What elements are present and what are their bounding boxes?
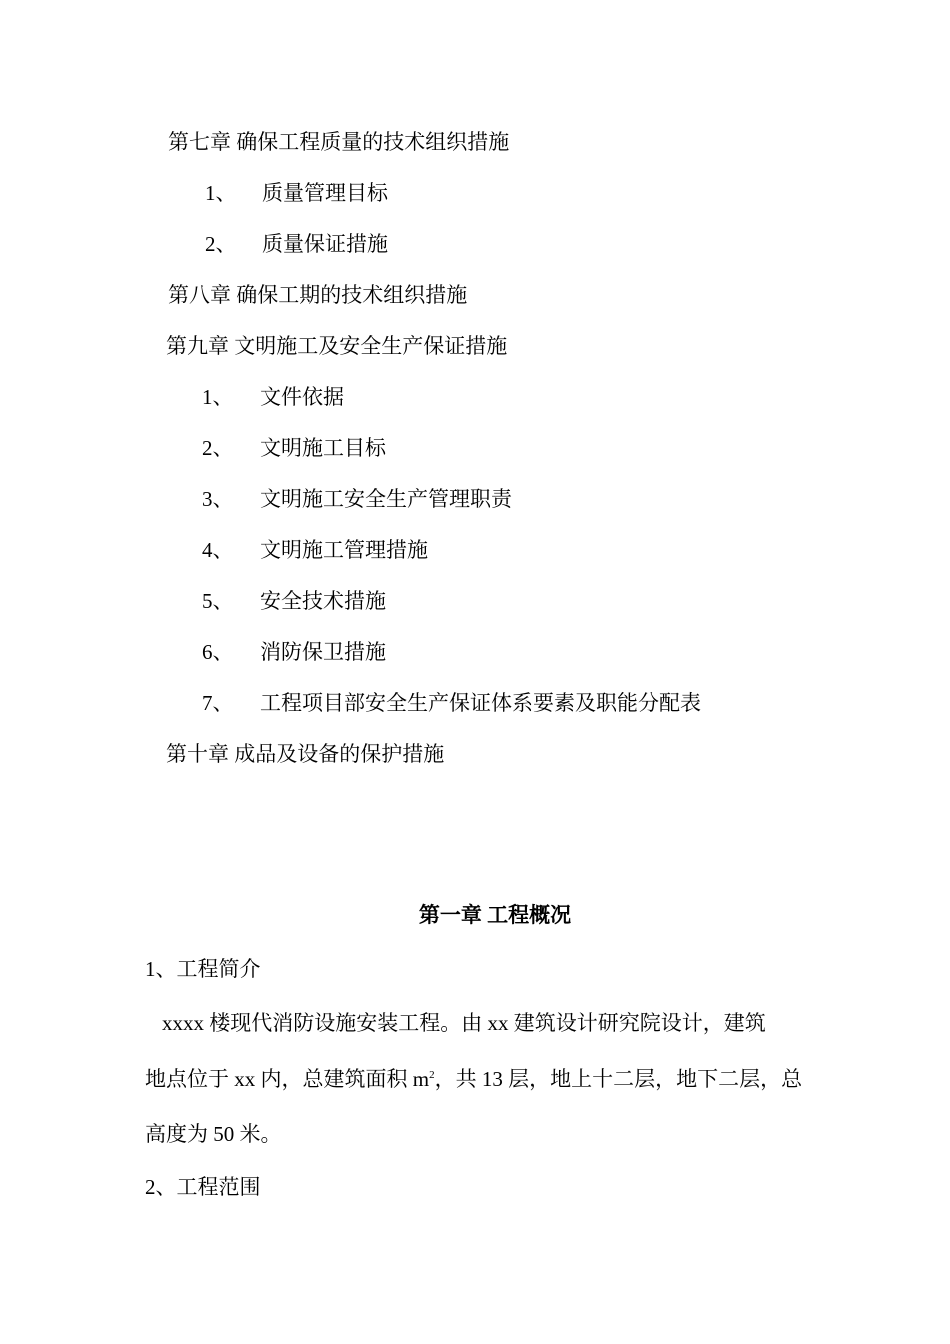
toc-chapter-10: 第十章 成品及设备的保护措施	[166, 742, 445, 766]
toc-item-text: 文明施工安全生产管理职责	[260, 487, 512, 511]
toc-item-text: 消防保卫措施	[260, 640, 386, 664]
superscript: 2	[429, 1069, 435, 1081]
paragraph-line: 高度为 50 米。	[145, 1122, 282, 1146]
paragraph-line	[145, 1065, 802, 1093]
toc-chapter-9: 第九章 文明施工及安全生产保证措施	[166, 334, 508, 358]
paragraph-line: xxxx 楼现代消防设施安装工程。由 xx 建筑设计研究院设计，建筑	[162, 1011, 766, 1035]
section-title: 2、工程范围	[145, 1175, 261, 1199]
toc-item-text: 安全技术措施	[260, 589, 386, 613]
toc-item-number: 6、	[202, 640, 234, 664]
toc-item-number: 2、	[202, 436, 234, 460]
toc-item-number: 1、	[202, 385, 234, 409]
toc-item-text: 文明施工目标	[260, 436, 386, 460]
paragraph-text: 地点位于 xx 内，总建筑面积 m	[145, 1067, 430, 1091]
toc-item-text: 质量保证措施	[262, 232, 388, 256]
toc-item-number: 4、	[202, 538, 234, 562]
paragraph-text: ，共 13 层，地上十二层，地下二层，总	[434, 1067, 803, 1091]
toc-item-text: 质量管理目标	[262, 181, 388, 205]
toc-item-number: 2、	[205, 232, 237, 256]
toc-item-number: 5、	[202, 589, 234, 613]
chapter-heading: 第一章 工程概况	[418, 903, 572, 927]
toc-item-text: 文件依据	[260, 385, 344, 409]
toc-item-text: 工程项目部安全生产保证体系要素及职能分配表	[260, 691, 701, 715]
toc-item-number: 3、	[202, 487, 234, 511]
section-title: 1、工程简介	[145, 957, 261, 981]
toc-item-text: 文明施工管理措施	[260, 538, 428, 562]
toc-chapter-7: 第七章 确保工程质量的技术组织措施	[168, 130, 510, 154]
toc-item-number: 1、	[205, 181, 237, 205]
toc-item-number: 7、	[202, 691, 234, 715]
toc-chapter-8: 第八章 确保工期的技术组织措施	[168, 283, 468, 307]
